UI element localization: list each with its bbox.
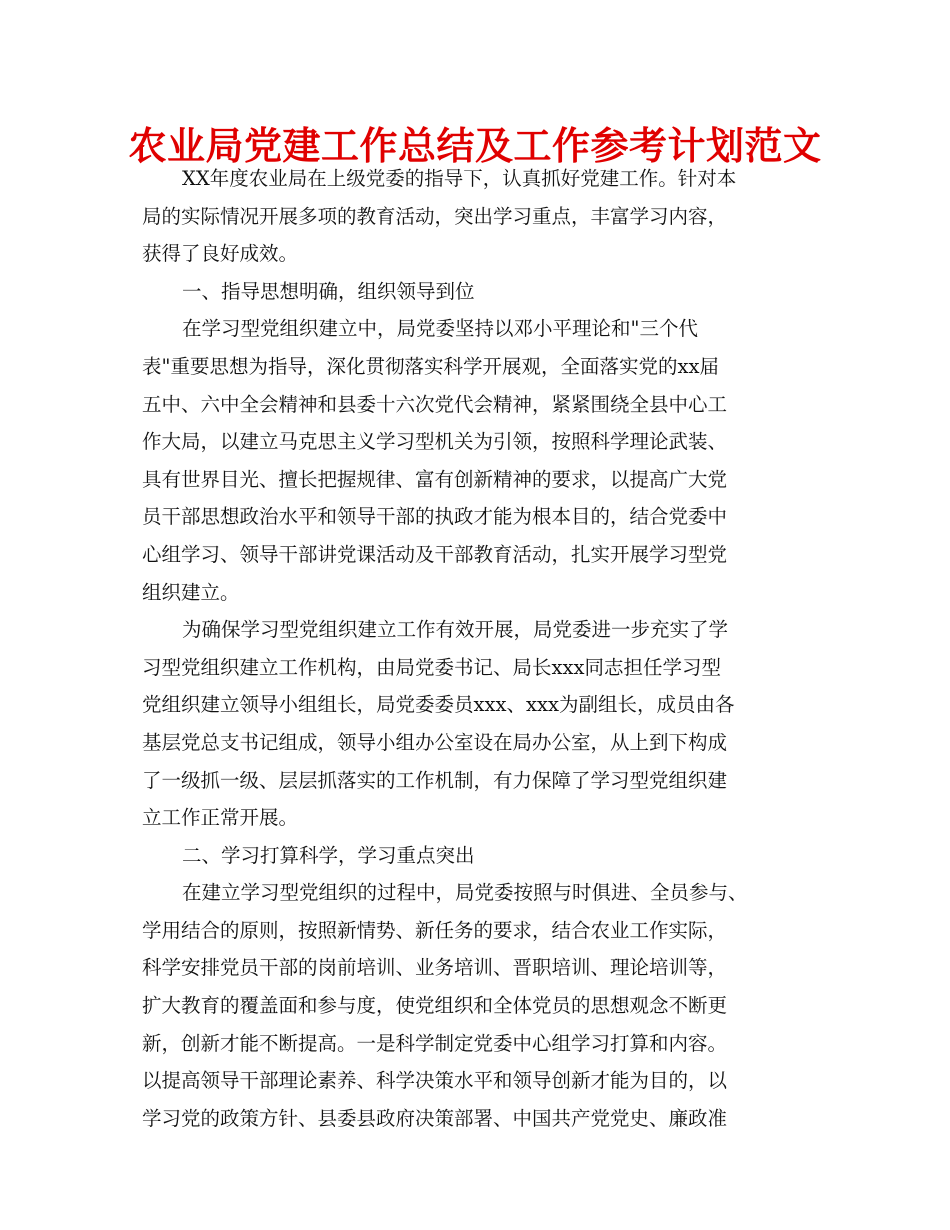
paragraph-line: 具有世界目光、擅长把握规律、富有创新精神的要求，以提高广大党: [142, 467, 728, 491]
paragraph-line: 了一级抓一级、层层抓落实的工作机制，有力保障了学习型党组织建: [142, 768, 728, 792]
paragraph-line: 党组织建立领导小组组长，局党委委员xxx、xxx为副组长，成员由各: [142, 693, 735, 717]
paragraph-line: 立工作正常开展。: [142, 806, 299, 830]
paragraph-line: 局的实际情况开展多项的教育活动，突出学习重点，丰富学习内容，: [142, 204, 728, 228]
paragraph-line: 为确保学习型党组织建立工作有效开展，局党委进一步充实了学: [182, 618, 729, 642]
document-title: 农业局党建工作总结及工作参考计划范文: [128, 124, 822, 168]
paragraph-line: 以提高领导干部理论素养、科学决策水平和领导创新才能为目的，以: [142, 1069, 728, 1093]
paragraph-line: 员干部思想政治水平和领导干部的执政才能为根本目的，结合党委中: [142, 505, 728, 529]
paragraph-line: 扩大教育的覆盖面和参与度，使党组织和全体党员的思想观念不断更: [142, 994, 728, 1018]
paragraph-line: 学习党的政策方针、县委县政府决策部署、中国共产党党史、廉政准: [142, 1106, 728, 1130]
paragraph-line: 习型党组织建立工作机构，由局党委书记、局长xxx同志担任学习型: [142, 655, 721, 679]
paragraph-line: 新，创新才能不断提高。一是科学制定党委中心组学习打算和内容。: [142, 1031, 728, 1055]
paragraph-line: 在学习型党组织建立中，局党委坚持以邓小平理论和"三个代: [182, 317, 698, 341]
paragraph-line: 获得了良好成效。: [142, 242, 299, 266]
paragraph-line: 五中、六中全会精神和县委十六次党代会精神，紧紧围绕全县中心工: [142, 392, 728, 416]
paragraph-line: 表"重要思想为指导，深化贯彻落实科学开展观，全面落实党的xx届: [142, 354, 719, 378]
paragraph-line: 学用结合的原则，按照新情势、新任务的要求，结合农业工作实际，: [142, 918, 728, 942]
paragraph-line: 科学安排党员干部的岗前培训、业务培训、晋职培训、理论培训等，: [142, 956, 728, 980]
paragraph-line: XX年度农业局在上级党委的指导下，认真抓好党建工作。针对本: [182, 167, 737, 190]
paragraph-line: 在建立学习型党组织的过程中，局党委按照与时俱进、全员参与、: [182, 881, 748, 905]
paragraph-line: 基层党总支书记组成，领导小组办公室设在局办公室，从上到下构成: [142, 730, 728, 754]
section-heading: 二、学习打算科学，学习重点突出: [182, 843, 475, 867]
section-heading: 一、指导思想明确，组织领导到位: [182, 279, 475, 303]
document-body: [142, 160, 842, 1137]
paragraph-line: 组织建立。: [142, 580, 240, 604]
paragraph-line: 心组学习、领导干部讲党课活动及干部教育活动，扎实开展学习型党: [142, 542, 728, 566]
paragraph-line: 作大局，以建立马克思主义学习型机关为引领，按照科学理论武装、: [142, 430, 728, 454]
